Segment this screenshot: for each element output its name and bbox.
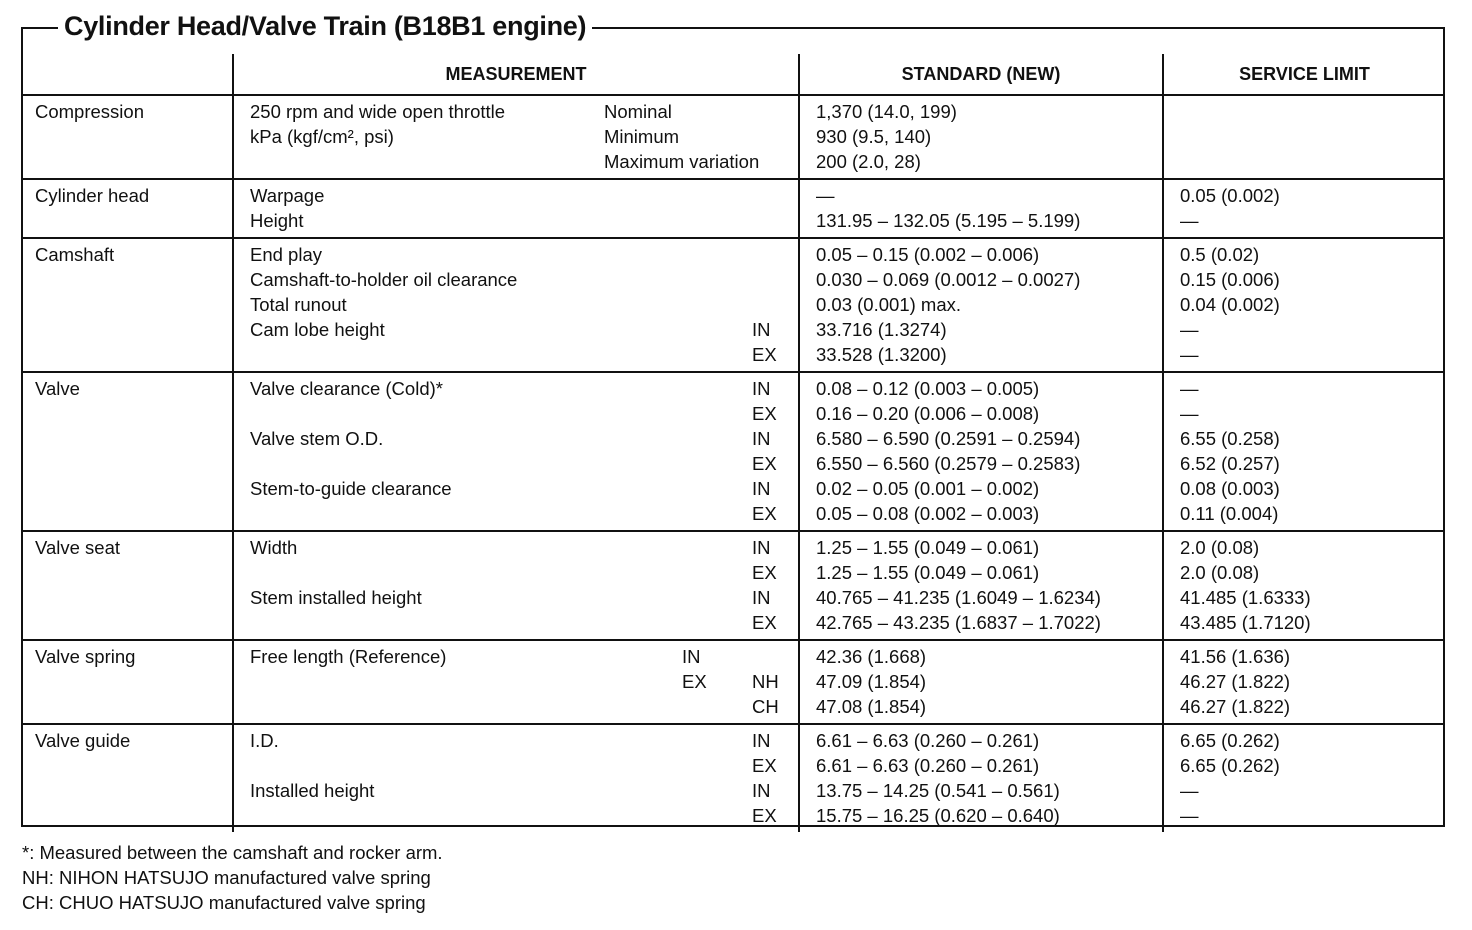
- measurement-label: Camshaft-to-holder oil clearance: [250, 269, 518, 290]
- service-limit-value: 0.11 (0.004): [1180, 503, 1279, 524]
- service-limit-value: 6.55 (0.258): [1180, 428, 1280, 449]
- table-row-valve: [21, 372, 1445, 531]
- in-ex-label: EX: [752, 755, 777, 776]
- measurement-cell: [233, 372, 799, 531]
- table-row-compression: [21, 95, 1445, 179]
- standard-value: 47.09 (1.854): [816, 671, 927, 692]
- footnotes: [22, 840, 443, 915]
- in-ex-label: IN: [752, 319, 771, 340]
- standard-value: 0.05 – 0.08 (0.002 – 0.003): [816, 503, 1040, 524]
- in-ex-label: IN: [682, 646, 701, 667]
- standard-value: 33.716 (1.3274): [816, 319, 947, 340]
- measurement-label: Stem-to-guide clearance: [250, 478, 452, 499]
- footnote: NH: NIHON HATSUJO manufactured valve spring: [22, 867, 431, 888]
- footnote: *: Measured between the camshaft and rocker arm.: [22, 842, 443, 863]
- table-row-valve-spring: [21, 640, 1445, 724]
- spec-table: [21, 54, 1445, 832]
- table-row-valve-guide: [21, 724, 1445, 832]
- header-row: [21, 54, 1445, 95]
- measurement-cell: [233, 95, 799, 179]
- service-limit-cell: [1163, 724, 1445, 832]
- standard-value: 0.16 – 0.20 (0.006 – 0.008): [816, 403, 1040, 424]
- section-name: Valve: [21, 372, 233, 531]
- in-ex-label: EX: [752, 453, 777, 474]
- measurement-label: Warpage: [250, 185, 325, 206]
- service-limit-value: 6.65 (0.262): [1180, 730, 1280, 751]
- standard-cell: [799, 179, 1163, 238]
- service-limit-value: 2.0 (0.08): [1180, 537, 1260, 558]
- service-limit-value: —: [1180, 378, 1199, 399]
- measurement-sub: Maximum variation: [604, 151, 760, 172]
- service-limit-cell: [1163, 372, 1445, 531]
- header-service-limit: SERVICE LIMIT: [1163, 54, 1445, 95]
- measurement-label: Valve clearance (Cold)*: [250, 378, 443, 399]
- measurement-label: Stem installed height: [250, 587, 422, 608]
- standard-value: 0.05 – 0.15 (0.002 – 0.006): [816, 244, 1040, 265]
- section-name: Valve seat: [21, 531, 233, 640]
- measurement-label: End play: [250, 244, 322, 265]
- standard-cell: [799, 724, 1163, 832]
- in-ex-label: IN: [752, 587, 771, 608]
- standard-value: 33.528 (1.3200): [816, 344, 947, 365]
- measurement-cell: [233, 179, 799, 238]
- service-limit-value: —: [1180, 805, 1199, 826]
- standard-value: 1.25 – 1.55 (0.049 – 0.061): [816, 562, 1040, 583]
- standard-cell: [799, 95, 1163, 179]
- standard-value: 0.02 – 0.05 (0.001 – 0.002): [816, 478, 1040, 499]
- measurement-label: I.D.: [250, 730, 279, 751]
- standard-value: 47.08 (1.854): [816, 696, 927, 717]
- table-row-camshaft: [21, 238, 1445, 372]
- in-ex-label: EX: [752, 805, 777, 826]
- in-ex-label: EX: [752, 612, 777, 633]
- measurement-label: Total runout: [250, 294, 347, 315]
- standard-cell: [799, 640, 1163, 724]
- standard-value: 13.75 – 14.25 (0.541 – 0.561): [816, 780, 1060, 801]
- section-name: Valve guide: [35, 730, 131, 751]
- measurement-cell: [233, 724, 799, 832]
- measurement-cell: [233, 238, 799, 372]
- measurement-sub: Nominal: [604, 101, 672, 122]
- measurement-label: Free length (Reference): [250, 646, 447, 667]
- measurement-label: kPa (kgf/cm², psi): [250, 126, 394, 147]
- service-limit-value: 46.27 (1.822): [1180, 696, 1291, 717]
- service-limit-cell: [1163, 238, 1445, 372]
- in-ex-label: IN: [752, 428, 771, 449]
- in-ex-label: EX: [752, 403, 777, 424]
- standard-value: 0.08 – 0.12 (0.003 – 0.005): [816, 378, 1040, 399]
- header-standard: STANDARD (NEW): [799, 54, 1163, 95]
- service-limit-value: —: [1180, 344, 1199, 365]
- table-row-valve-seat: [21, 531, 1445, 640]
- measurement-cell: [233, 640, 799, 724]
- measurement-label: Width: [250, 537, 298, 558]
- service-limit-value: —: [1180, 210, 1199, 231]
- in-ex-label: IN: [752, 378, 771, 399]
- section-name: Camshaft: [21, 238, 233, 372]
- standard-value: 0.030 – 0.069 (0.0012 – 0.0027): [816, 269, 1081, 290]
- measurement-label: Valve stem O.D.: [250, 428, 384, 449]
- page-title: Cylinder Head/Valve Train (B18B1 engine): [58, 8, 592, 44]
- service-limit-cell: [1163, 640, 1445, 724]
- service-limit-value: 46.27 (1.822): [1180, 671, 1291, 692]
- service-limit-value: —: [1180, 780, 1199, 801]
- measurement-label: 250 rpm and wide open throttle: [250, 101, 506, 122]
- service-limit-value: —: [1180, 319, 1199, 340]
- service-limit-cell: [1163, 95, 1445, 179]
- standard-cell: [799, 531, 1163, 640]
- standard-value: 0.03 (0.001) max.: [816, 294, 961, 315]
- in-ex-label: EX: [752, 503, 777, 524]
- standard-value: 6.580 – 6.590 (0.2591 – 0.2594): [816, 428, 1081, 449]
- service-limit-value: 41.56 (1.636): [1180, 646, 1291, 667]
- standard-value: 131.95 – 132.05 (5.195 – 5.199): [816, 210, 1081, 231]
- service-limit-value: 43.485 (1.7120): [1180, 612, 1311, 633]
- service-limit-value: 6.52 (0.257): [1180, 453, 1280, 474]
- maker-label: CH: [752, 696, 779, 717]
- standard-value: 6.550 – 6.560 (0.2579 – 0.2583): [816, 453, 1081, 474]
- section-name: Valve spring: [21, 640, 233, 724]
- service-limit-value: 6.65 (0.262): [1180, 755, 1280, 776]
- table-row-cylinder-head: [21, 179, 1445, 238]
- standard-value: 6.61 – 6.63 (0.260 – 0.261): [816, 755, 1040, 776]
- standard-value: 200 (2.0, 28): [816, 151, 921, 172]
- service-limit-value: —: [1180, 403, 1199, 424]
- maker-label: NH: [752, 671, 779, 692]
- measurement-sub: Minimum: [604, 126, 680, 147]
- header-measurement: MEASUREMENT: [233, 54, 799, 95]
- in-ex-label: IN: [752, 730, 771, 751]
- service-limit-value: 41.485 (1.6333): [1180, 587, 1311, 608]
- service-limit-value: 0.08 (0.003): [1180, 478, 1280, 499]
- in-ex-label: IN: [752, 780, 771, 801]
- standard-value: 6.61 – 6.63 (0.260 – 0.261): [816, 730, 1040, 751]
- service-limit-value: 0.05 (0.002): [1180, 185, 1280, 206]
- measurement-cell: [233, 531, 799, 640]
- standard-value: 1,370 (14.0, 199): [816, 101, 957, 122]
- standard-cell: [799, 372, 1163, 531]
- measurement-label: Installed height: [250, 780, 375, 801]
- section-name: Cylinder head: [21, 179, 233, 238]
- in-ex-label: EX: [682, 671, 707, 692]
- service-limit-value: 2.0 (0.08): [1180, 562, 1260, 583]
- service-limit-cell: [1163, 179, 1445, 238]
- service-limit-cell: [1163, 531, 1445, 640]
- measurement-label: Cam lobe height: [250, 319, 385, 340]
- header-item: [21, 54, 233, 95]
- footnote: CH: CHUO HATSUJO manufactured valve spring: [22, 892, 426, 913]
- in-ex-label: EX: [752, 344, 777, 365]
- standard-value: 40.765 – 41.235 (1.6049 – 1.6234): [816, 587, 1101, 608]
- standard-value: 1.25 – 1.55 (0.049 – 0.061): [816, 537, 1040, 558]
- measurement-label: Height: [250, 210, 304, 231]
- section-name: Compression: [21, 95, 233, 179]
- service-limit-value: 0.5 (0.02): [1180, 244, 1260, 265]
- standard-value: 42.36 (1.668): [816, 646, 927, 667]
- standard-value: —: [816, 185, 835, 206]
- standard-cell: [799, 238, 1163, 372]
- standard-value: 42.765 – 43.235 (1.6837 – 1.7022): [816, 612, 1101, 633]
- service-limit-value: 0.15 (0.006): [1180, 269, 1280, 290]
- standard-value: 930 (9.5, 140): [816, 126, 932, 147]
- in-ex-label: IN: [752, 478, 771, 499]
- service-limit-value: 0.04 (0.002): [1180, 294, 1280, 315]
- in-ex-label: IN: [752, 537, 771, 558]
- in-ex-label: EX: [752, 562, 777, 583]
- standard-value: 15.75 – 16.25 (0.620 – 0.640): [816, 805, 1060, 826]
